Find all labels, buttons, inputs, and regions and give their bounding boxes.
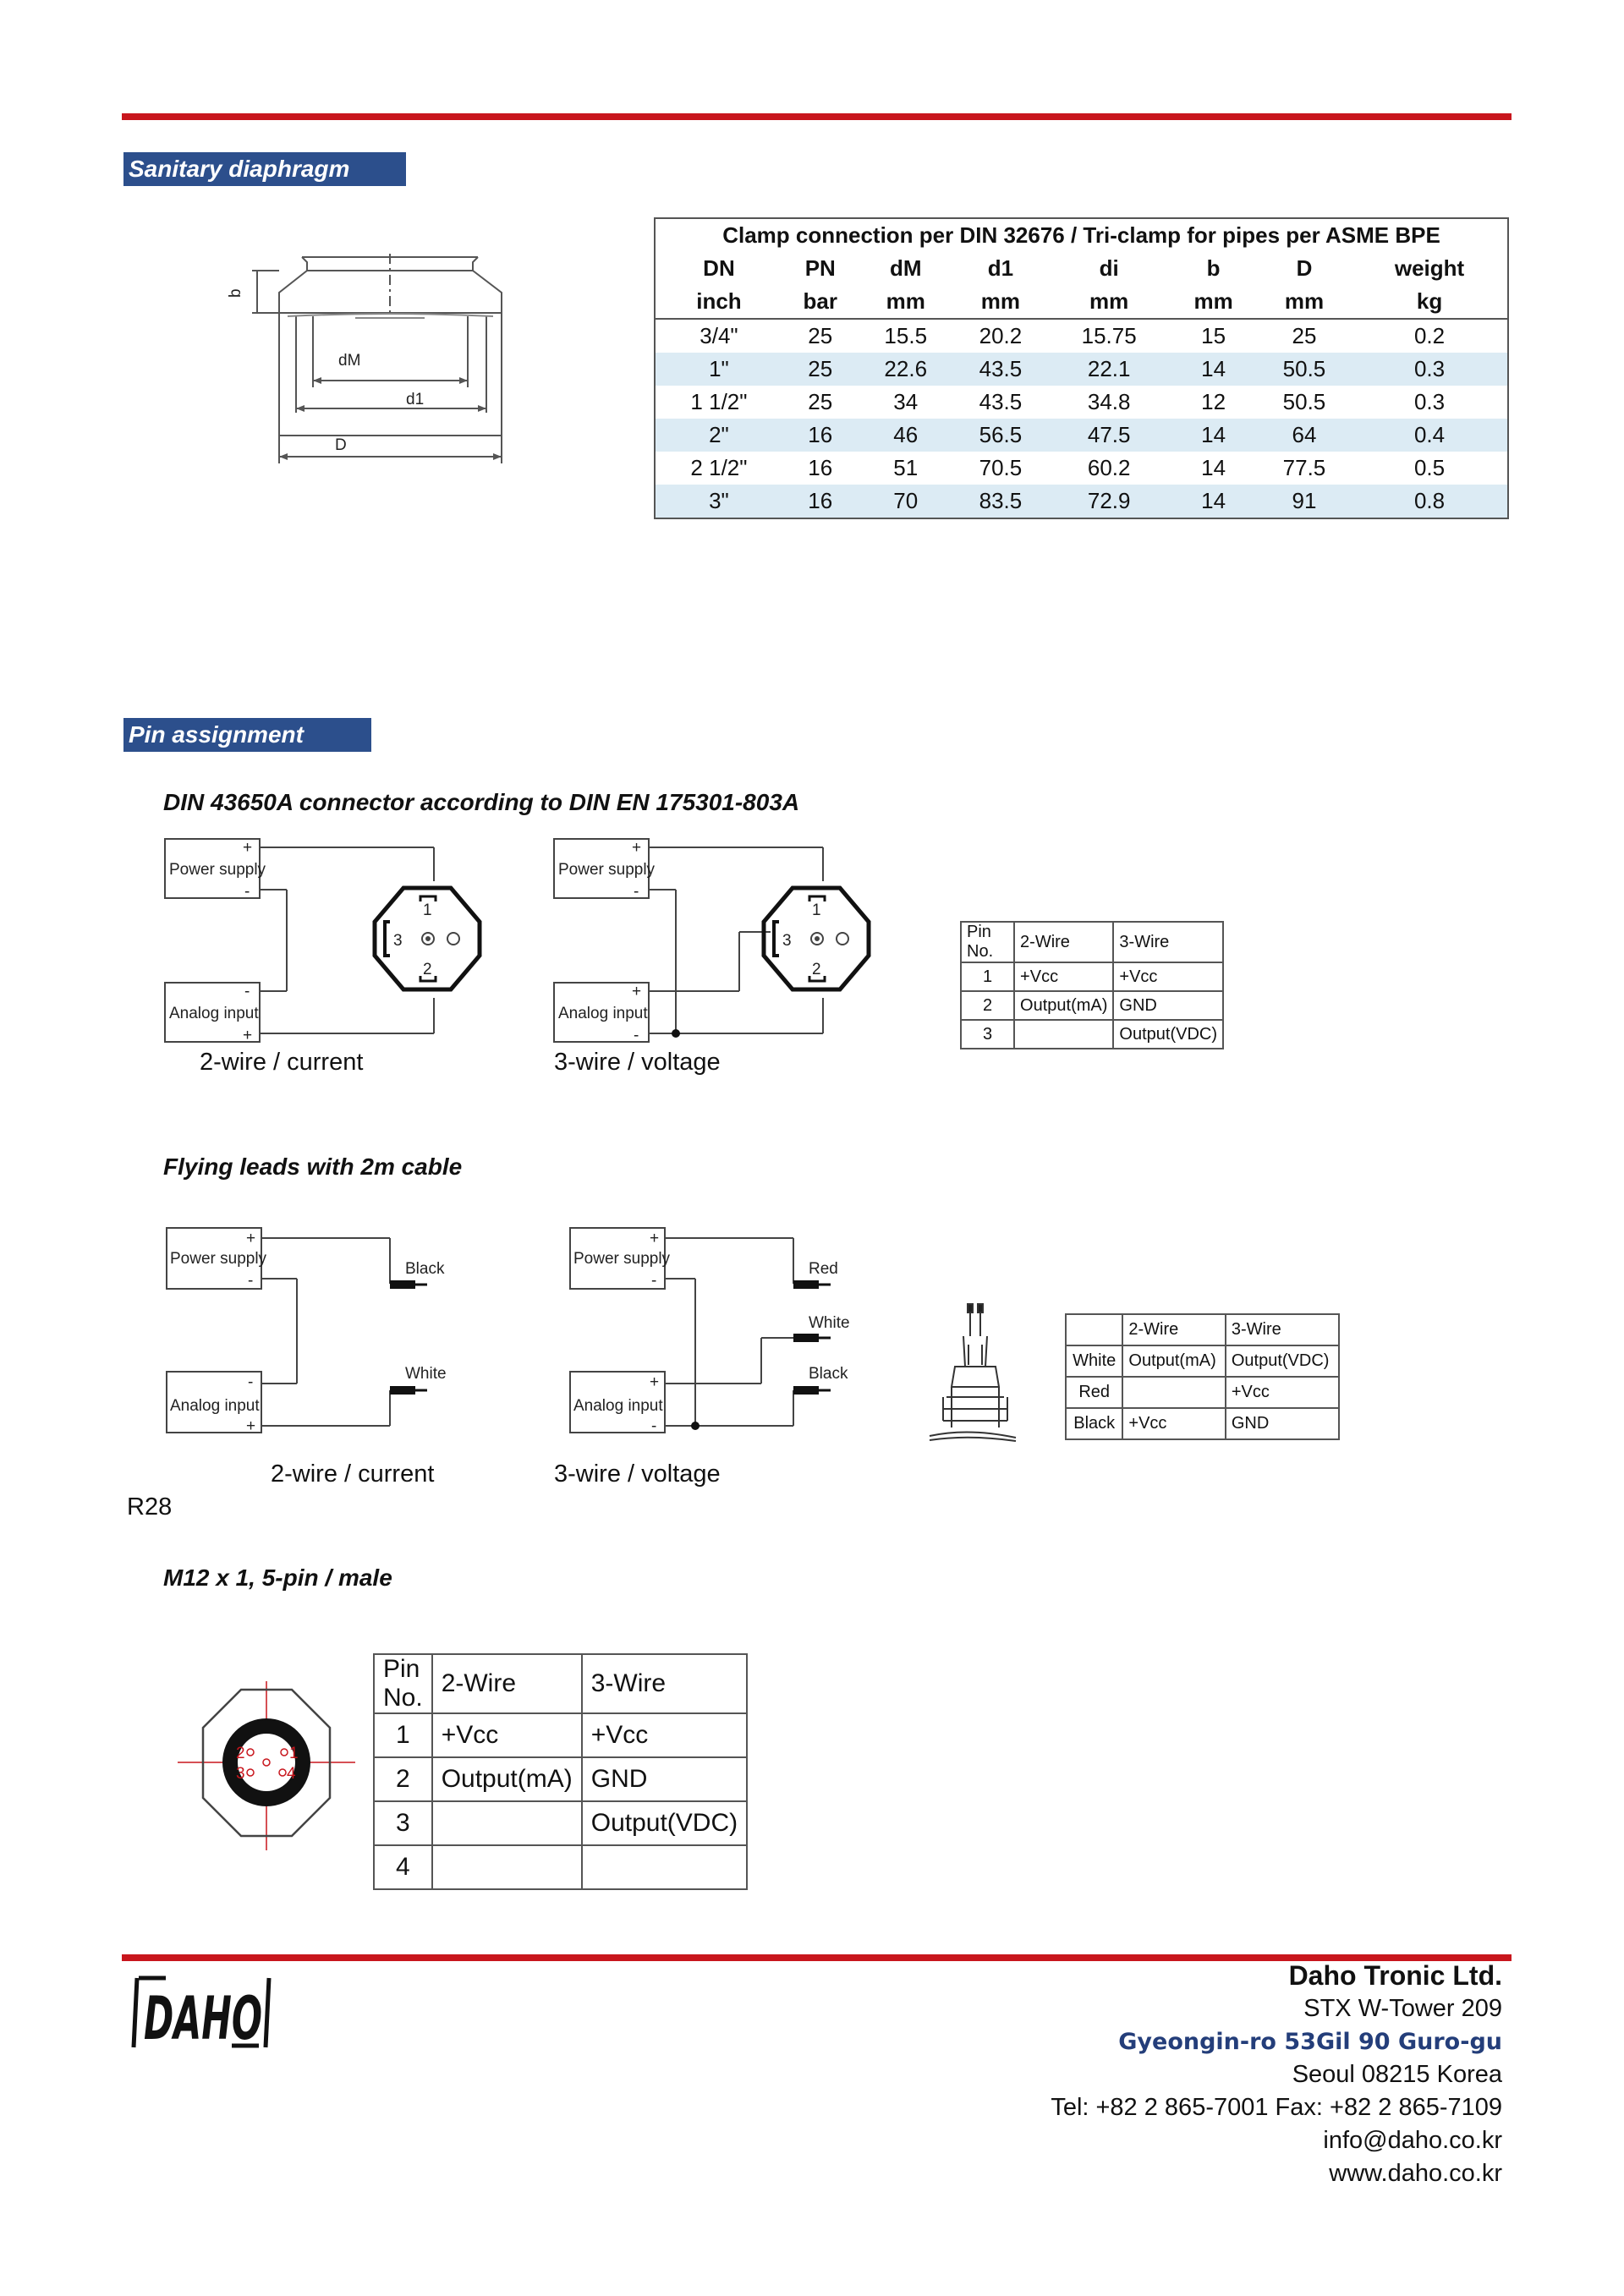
label-d1: d1 — [406, 391, 425, 408]
table-cell: 43.5 — [979, 389, 1023, 414]
m12-heading: M12 x 1, 5-pin / male — [163, 1564, 392, 1591]
table-cell: 56.5 — [953, 419, 1048, 452]
din-2wire-caption: 2-wire / current — [200, 1049, 364, 1076]
table-cell: 0.4 — [1352, 419, 1508, 452]
table-cell: 12 — [1201, 389, 1226, 414]
col-unit: mm — [859, 285, 953, 319]
ai-label: Analog input — [170, 1397, 260, 1415]
minus-sign: - — [634, 883, 639, 901]
ps-label: Power supply — [573, 1250, 671, 1268]
address-line-3: Seoul 08215 Korea — [1292, 2061, 1502, 2088]
m12-pin-table — [373, 1653, 748, 1890]
col-header — [1066, 1314, 1122, 1345]
table-row — [374, 1757, 747, 1801]
table-cell: +Vcc — [1113, 962, 1223, 991]
flying-leads-table — [1065, 1313, 1340, 1440]
table-row — [655, 353, 1508, 386]
flying-leads-heading: Flying leads with 2m cable — [163, 1153, 463, 1180]
col-unit: mm — [953, 285, 1048, 319]
table-cell: 3/4" — [700, 323, 738, 348]
table-cell: 1 — [374, 1713, 432, 1757]
clamp-table-header — [655, 252, 1508, 285]
table-cell: 83.5 — [953, 485, 1048, 518]
table-cell: 1" — [655, 353, 782, 386]
table-cell: 15 — [1201, 323, 1226, 348]
flying-2wire-diagram — [165, 1226, 453, 1438]
contact-email[interactable]: info@daho.co.kr — [1323, 2127, 1502, 2154]
table-cell: 1 — [961, 962, 1014, 991]
ps-label: Power supply — [170, 1250, 267, 1268]
col-unit: bar — [782, 285, 859, 319]
table-row — [961, 1020, 1223, 1049]
table-cell: 25 — [782, 353, 859, 386]
table-cell: 3 — [961, 1020, 1014, 1049]
table-cell: 72.9 — [1048, 485, 1170, 518]
col-header: 3-Wire — [1226, 1314, 1339, 1345]
table-cell: 3" — [655, 485, 782, 518]
table-cell: White — [1066, 1345, 1122, 1377]
col-unit: mm — [1257, 285, 1352, 319]
minus-sign: - — [244, 983, 250, 1000]
table-cell: 0.8 — [1352, 485, 1508, 518]
table-cell: +Vcc — [582, 1713, 747, 1757]
section-title-sanitary: Sanitary diaphragm — [123, 152, 406, 186]
table-row — [655, 485, 1508, 518]
din-3wire-diagram — [552, 837, 891, 1044]
table-cell: 20.2 — [979, 323, 1023, 348]
plus-sign: + — [246, 1417, 256, 1435]
table-row — [1066, 1408, 1339, 1439]
table-cell: 15.75 — [1081, 323, 1137, 348]
minus-sign: - — [651, 1272, 657, 1290]
label-b: b — [227, 288, 244, 298]
din-2wire-diagram — [163, 837, 502, 1044]
table-cell: 22.1 — [1048, 353, 1170, 386]
ai-label: Analog input — [169, 1005, 259, 1022]
table-cell: 47.5 — [1048, 419, 1170, 452]
minus-sign: - — [634, 1027, 639, 1044]
daho-logo — [132, 1975, 276, 2052]
table-cell: 0.3 — [1413, 389, 1446, 414]
table-cell: +Vcc — [1226, 1377, 1339, 1408]
table-cell: 34 — [893, 389, 919, 414]
minus-sign: - — [244, 883, 250, 901]
wire-label-white: White — [405, 1365, 447, 1383]
plus-sign: + — [650, 1230, 660, 1247]
table-row — [655, 452, 1508, 485]
table-cell: Output(VDC) — [1226, 1345, 1339, 1377]
plus-sign: + — [243, 839, 253, 857]
table-cell: +Vcc — [432, 1713, 582, 1757]
company-name: Daho Tronic Ltd. — [1288, 1960, 1502, 1991]
col-header: 2-Wire — [432, 1654, 582, 1713]
clamp-table-title: Clamp connection per DIN 32676 / Tri-clamp for pipes per ASME BPE — [722, 222, 1440, 248]
clamp-table-units — [655, 285, 1508, 319]
minus-sign: - — [651, 1417, 657, 1435]
table-cell: 2 — [961, 991, 1014, 1020]
table-cell: 0.2 — [1413, 323, 1446, 348]
table-cell: 43.5 — [953, 353, 1048, 386]
table-cell: GND — [1113, 991, 1223, 1020]
table-cell: 0.3 — [1352, 353, 1508, 386]
col-header: dM — [889, 255, 922, 281]
table-cell: 4 — [374, 1845, 432, 1889]
table-cell: 25 — [808, 323, 833, 348]
table-cell: 14 — [1170, 419, 1257, 452]
table-row — [655, 319, 1508, 353]
top-rule — [122, 113, 1512, 120]
table-row — [655, 419, 1508, 452]
din-pin-table — [960, 921, 1224, 1049]
table-cell: 70 — [859, 485, 953, 518]
table-row — [655, 386, 1508, 419]
col-header: 2-Wire — [1014, 922, 1113, 962]
table-row — [1066, 1345, 1339, 1377]
table-cell: 3 — [374, 1801, 432, 1845]
col-header: Pin No. — [374, 1654, 432, 1713]
pin-3-label: 3 — [782, 932, 792, 950]
table-cell: 2 — [374, 1757, 432, 1801]
table-cell: 25 — [808, 389, 833, 414]
flying-2wire-caption: 2-wire / current — [271, 1460, 435, 1488]
m12-pin-4: 4 — [287, 1765, 296, 1783]
table-cell — [1122, 1377, 1225, 1408]
m12-pin-1: 1 — [289, 1745, 299, 1762]
logo-text: DAHO — [144, 1984, 262, 2053]
table-row — [374, 1801, 747, 1845]
col-header: DN — [703, 255, 735, 281]
table-cell: 15.5 — [884, 323, 928, 348]
table-row — [961, 962, 1223, 991]
wire-label-black: Black — [809, 1365, 848, 1383]
din-connector-heading: DIN 43650A connector according to DIN EN 175301-803A — [163, 789, 800, 815]
col-header: b — [1206, 255, 1221, 281]
table-cell: 46 — [859, 419, 953, 452]
col-header: weight — [1394, 255, 1465, 281]
note-r28: R28 — [127, 1493, 173, 1521]
website-link[interactable]: www.daho.co.kr — [1329, 2160, 1502, 2187]
plus-sign: + — [650, 1373, 660, 1391]
col-unit: kg — [1352, 285, 1508, 319]
plus-sign: + — [246, 1230, 256, 1247]
table-cell: GND — [582, 1757, 747, 1801]
table-cell — [432, 1801, 582, 1845]
col-unit: mm — [1170, 285, 1257, 319]
table-cell: 16 — [782, 419, 859, 452]
table-cell: Red — [1066, 1377, 1122, 1408]
plus-sign: + — [632, 983, 642, 1000]
table-cell: +Vcc — [1122, 1408, 1225, 1439]
table-cell: 70.5 — [979, 455, 1023, 480]
col-header: 2-Wire — [1122, 1314, 1225, 1345]
ai-label: Analog input — [558, 1005, 648, 1022]
table-cell: 60.2 — [1087, 455, 1131, 480]
pin-2-label: 2 — [423, 961, 432, 978]
table-cell — [1014, 1020, 1113, 1049]
col-unit: inch — [655, 285, 782, 319]
table-cell — [432, 1845, 582, 1889]
m12-pin-3: 3 — [236, 1765, 245, 1783]
table-cell: 16 — [782, 485, 859, 518]
col-header: di — [1099, 255, 1119, 281]
table-cell: +Vcc — [1014, 962, 1113, 991]
diaphragm-drawing — [228, 254, 516, 474]
wire-label-black: Black — [405, 1260, 445, 1278]
col-header: 3-Wire — [1113, 922, 1223, 962]
ps-label: Power supply — [558, 861, 656, 879]
table-cell: 77.5 — [1282, 455, 1326, 480]
table-row — [374, 1845, 747, 1889]
address-line-1: STX W-Tower 209 — [1303, 1995, 1502, 2022]
table-cell: 14 — [1201, 455, 1226, 480]
table-cell: 50.5 — [1282, 389, 1326, 414]
table-cell: Output(mA) — [1014, 991, 1113, 1020]
flying-3wire-diagram — [568, 1226, 856, 1438]
col-unit: mm — [1048, 285, 1170, 319]
pin-1-label: 1 — [812, 901, 821, 919]
footer-address — [1051, 1954, 1502, 2190]
col-header: Pin No. — [961, 922, 1014, 962]
table-cell: 14 — [1170, 353, 1257, 386]
table-cell: 0.5 — [1413, 455, 1446, 480]
m12-connector-drawing — [178, 1681, 364, 1850]
table-cell: 64 — [1257, 419, 1352, 452]
pin-3-label: 3 — [393, 932, 403, 950]
label-D: D — [335, 436, 347, 454]
col-header: D — [1296, 255, 1313, 281]
table-cell: 2" — [655, 419, 782, 452]
table-cell: 16 — [808, 455, 833, 480]
table-cell: Output(mA) — [1122, 1345, 1225, 1377]
col-header: PN — [804, 255, 836, 281]
table-cell: 50.5 — [1257, 353, 1352, 386]
sensor-cable-drawing — [926, 1302, 1019, 1446]
wire-label-white: White — [809, 1314, 850, 1332]
col-header: 3-Wire — [582, 1654, 747, 1713]
table-cell: 34.8 — [1087, 389, 1131, 414]
ai-label: Analog input — [573, 1397, 663, 1415]
flying-3wire-caption: 3-wire / voltage — [554, 1460, 721, 1488]
table-cell: 25 — [1292, 323, 1317, 348]
plus-sign: + — [243, 1027, 253, 1044]
pin-1-label: 1 — [423, 901, 432, 919]
ps-label: Power supply — [169, 861, 266, 879]
din-3wire-caption: 3-wire / voltage — [554, 1049, 721, 1076]
wire-label-red: Red — [809, 1260, 838, 1278]
table-cell: 51 — [893, 455, 919, 480]
table-cell: 91 — [1257, 485, 1352, 518]
plus-sign: + — [632, 839, 642, 857]
table-row — [961, 991, 1223, 1020]
table-row — [1066, 1377, 1339, 1408]
table-cell: Output(VDC) — [582, 1801, 747, 1845]
m12-pin-2: 2 — [236, 1745, 245, 1762]
address-line-2: Gyeongin-ro 53Gil 90 Guro-gu — [1118, 2029, 1502, 2055]
table-cell: Output(mA) — [432, 1757, 582, 1801]
table-cell: 1 1/2" — [690, 389, 748, 414]
section-title-pin: Pin assignment — [123, 718, 371, 752]
label-dm: dM — [338, 352, 361, 370]
table-cell: GND — [1226, 1408, 1339, 1439]
table-row — [374, 1713, 747, 1757]
table-cell: 22.6 — [859, 353, 953, 386]
clamp-table — [654, 217, 1509, 519]
pin-2-label: 2 — [812, 961, 821, 978]
table-cell — [582, 1845, 747, 1889]
contact-phone: Tel: +82 2 865-7001 Fax: +82 2 865-7109 — [1051, 2094, 1502, 2121]
col-header: d1 — [987, 255, 1014, 281]
table-cell: Output(VDC) — [1113, 1020, 1223, 1049]
minus-sign: - — [248, 1373, 254, 1391]
table-cell: 2 1/2" — [690, 455, 748, 480]
table-cell: 14 — [1170, 485, 1257, 518]
table-cell: Black — [1066, 1408, 1122, 1439]
minus-sign: - — [248, 1272, 254, 1290]
